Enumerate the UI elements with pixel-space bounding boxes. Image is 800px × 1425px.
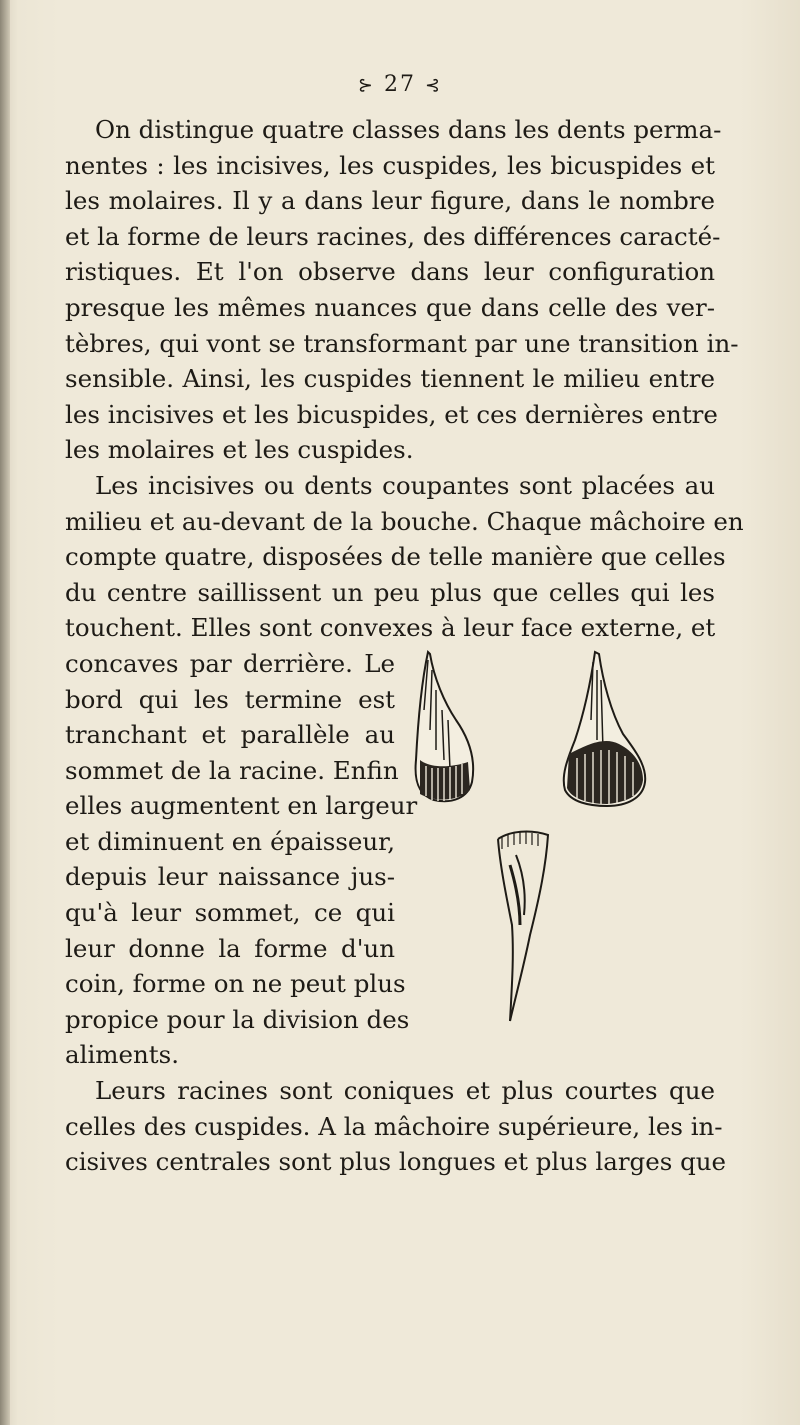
text-line: presque les mêmes nuances que dans celle des ver- (65, 292, 715, 322)
text-line: tranchant et parallèle au (65, 720, 395, 750)
text-line: sommet de la racine. Enfin (65, 755, 399, 785)
text-line: cisives centrales sont plus longues et plus larges que (65, 1147, 727, 1177)
text-line: coin, forme on ne peut plus (65, 969, 406, 999)
ornament-left: ⊱ (357, 75, 375, 96)
text-line: On distingue quatre classes dans les dents perma- (95, 115, 722, 144)
text-line: touchent. Elles sont convexes à leur face externe, et (65, 613, 716, 643)
text-line: bord qui les termine est (65, 684, 395, 714)
text-line: depuis leur naissance jus- (65, 862, 395, 892)
text-line: les molaires. Il y a dans leur figure, dans le nombre (65, 186, 715, 216)
text-line: et diminuent en épaisseur, (65, 826, 395, 856)
text-line: sensible. Ainsi, les cuspides tiennent le milieu entre (65, 364, 715, 394)
text-line: ristiques. Et l'on observe dans leur configuration (65, 257, 715, 287)
text-line: Les incisives ou dents coupantes sont placées au (95, 470, 715, 500)
text-line: tèbres, qui vont se transformant par une transition in- (65, 328, 739, 358)
page-number: 27 (384, 72, 416, 97)
text-line: les molaires et les cuspides. (65, 435, 414, 465)
incisor-figures (400, 650, 660, 1030)
text-line: compte quatre, disposées de telle manière que celles (65, 542, 726, 572)
text-line: du centre saillissent un peu plus que celles qui les (65, 577, 715, 607)
incisor-root-illustration (490, 825, 560, 1025)
text-line: les incisives et les bicuspides, et ces dernières entre (65, 399, 718, 429)
text-line: aliments. (65, 1040, 179, 1070)
paragraph-3 (65, 1073, 727, 1180)
paragraph-1 (65, 112, 739, 468)
text-line: propice pour la division des (65, 1004, 410, 1034)
page-header (0, 72, 800, 97)
page-edge (0, 0, 10, 1425)
text-line: milieu et au-devant de la bouche. Chaque mâchoire en (65, 506, 744, 536)
incisor-profile-illustration (400, 650, 510, 810)
text-line: nentes : les incisives, les cuspides, les bicuspides et (65, 150, 715, 180)
text-line: qu'à leur sommet, ce qui (65, 898, 395, 928)
text-line: celles des cuspides. A la mâchoire supérieure, les in- (65, 1111, 723, 1141)
text-line: elles augmentent en largeur (65, 791, 418, 821)
text-line: leur donne la forme d'un (65, 933, 395, 963)
text-line: concaves par derrière. Le (65, 648, 395, 678)
text-line: Leurs racines sont coniques et plus courtes que (95, 1076, 715, 1106)
incisor-front-illustration (545, 650, 660, 810)
text-line: et la forme de leurs racines, des différences caracté- (65, 221, 721, 251)
ornament-right: ⊰ (425, 75, 443, 96)
